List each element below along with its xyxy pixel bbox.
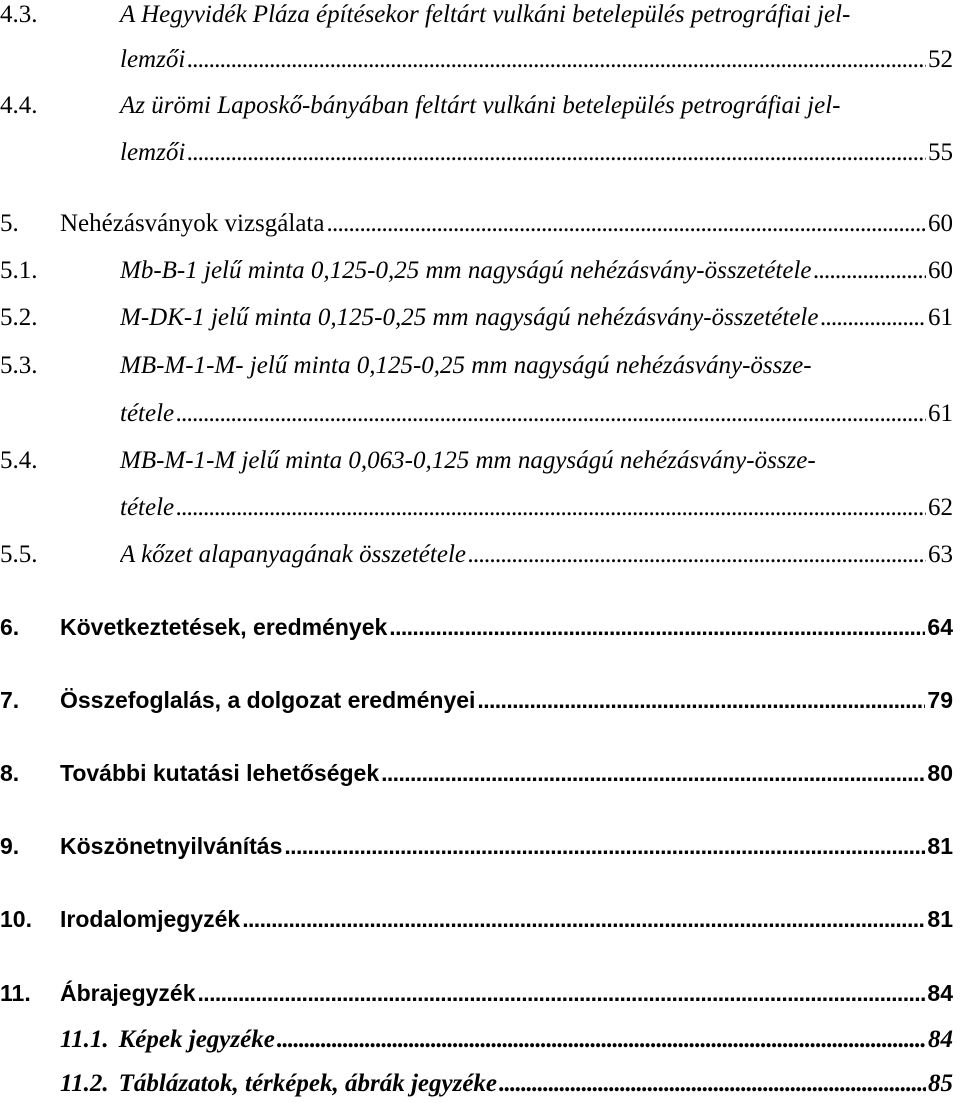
toc-leader-line	[120, 303, 953, 333]
toc-leader-line	[60, 209, 953, 239]
toc-title-line-1: Az ürömi Laposkő-bányában feltárt vulkáni betelepülés petrográfiai jel-	[120, 92, 841, 119]
toc-leader-line	[60, 758, 953, 788]
toc-number: 5.2.	[0, 304, 38, 331]
toc-leader-line	[60, 1069, 953, 1099]
toc-leader-line	[60, 978, 953, 1008]
toc-page-number: 62	[928, 494, 953, 521]
toc-title-line-1: A Hegyvidék Pláza építésekor feltárt vulkáni betelepülés petrográfiai jel-	[120, 1, 851, 28]
toc-title: Irodalomjegyzék	[60, 906, 241, 932]
leader-dots	[326, 209, 926, 239]
leader-dots	[381, 758, 925, 788]
toc-title: Ábrajegyzék	[60, 980, 196, 1006]
leader-dots	[242, 904, 925, 934]
toc-title: További kutatási lehetőségek	[60, 760, 380, 786]
toc-page-number: 63	[928, 541, 953, 568]
toc-leader-line	[120, 256, 953, 286]
toc-page-number: 55	[928, 139, 953, 166]
leader-dots	[499, 1069, 926, 1099]
toc-entry-4-3[interactable]	[0, 0, 953, 80]
leader-dots	[187, 138, 926, 168]
toc-title-line-2: lemzői	[120, 139, 186, 166]
toc-page-number: 84	[927, 980, 953, 1006]
leader-dots	[187, 45, 926, 75]
toc-number: 4.4.	[0, 92, 38, 119]
toc-leader-line	[60, 612, 953, 642]
toc-title-line-2: tétele	[120, 494, 175, 521]
leader-dots	[176, 493, 926, 523]
leader-dots	[284, 831, 925, 861]
leader-dots	[389, 612, 925, 642]
toc-leader-line	[120, 493, 953, 523]
leader-dots	[820, 303, 926, 333]
leader-dots	[277, 1025, 926, 1055]
toc-number: 5.3.	[0, 352, 38, 379]
toc-page-number: 84	[928, 1026, 953, 1053]
toc-title: Köszönetnyilvánítás	[60, 833, 283, 859]
leader-dots	[814, 256, 926, 286]
toc-leader-line	[60, 1025, 953, 1055]
toc-title: M-DK-1 jelű minta 0,125-0,25 mm nagyságú nehézásvány-összetétele	[120, 304, 819, 331]
toc-title-line-1: MB-M-1-M- jelű minta 0,125-0,25 mm nagyságú nehézásvány-össze-	[120, 352, 812, 379]
leader-dots	[198, 978, 926, 1008]
toc-page-number: 60	[928, 210, 953, 237]
leader-dots	[176, 399, 926, 429]
toc-title: Következtetések, eredmények	[60, 614, 388, 640]
toc-number: 4.3.	[0, 1, 38, 28]
toc-page-number: 79	[927, 687, 953, 713]
leader-dots	[468, 540, 926, 570]
toc-leader-line	[120, 45, 953, 75]
toc-entry-5-3[interactable]	[0, 351, 953, 431]
toc-leader-line	[120, 540, 953, 570]
toc-number: 11.1.	[60, 1026, 109, 1053]
toc-number: 9.	[0, 833, 20, 859]
toc-entry-5-4[interactable]	[0, 446, 953, 526]
toc-number: 5.5.	[0, 541, 38, 568]
toc-title-line-2: lemzői	[120, 46, 186, 73]
toc-title-line-1: MB-M-1-M jelű minta 0,063-0,125 mm nagyságú nehézásvány-össze-	[120, 447, 816, 474]
toc-entry-4-4[interactable]	[0, 91, 953, 171]
toc-leader-line	[60, 685, 953, 715]
toc-number: 10.	[0, 906, 32, 932]
toc-number: 7.	[0, 687, 20, 713]
toc-number: 5.1.	[0, 257, 38, 284]
toc-page-number: 61	[928, 400, 953, 427]
toc-title: Táblázatok, térképek, ábrák jegyzéke	[118, 1070, 498, 1097]
toc-page-number: 60	[928, 257, 953, 284]
leader-dots	[477, 685, 925, 715]
toc-number: 8.	[0, 760, 20, 786]
toc-leader-line	[60, 831, 953, 861]
toc-number: 5.4.	[0, 447, 38, 474]
toc-title: A kőzet alapanyagának összetétele	[120, 541, 466, 568]
toc-title: Összefoglalás, a dolgozat eredményei	[60, 687, 476, 713]
toc-page-number: 61	[928, 304, 953, 331]
toc-page-number: 81	[927, 833, 953, 859]
toc-number: 11.2.	[60, 1070, 109, 1097]
toc-number: 5.	[0, 210, 19, 237]
toc-title: Mb-B-1 jelű minta 0,125-0,25 mm nagyságú nehézásvány-összetétele	[120, 257, 812, 284]
toc-title: Nehézásványok vizsgálata	[60, 210, 325, 237]
toc-title: Képek jegyzéke	[118, 1026, 275, 1053]
toc-leader-line	[120, 138, 953, 168]
toc-page-number: 81	[927, 906, 953, 932]
toc-page-number: 52	[928, 46, 953, 73]
toc-page-number: 80	[927, 760, 953, 786]
toc-leader-line	[60, 904, 953, 934]
toc-title-line-2: tétele	[120, 400, 175, 427]
toc-number: 11.	[0, 980, 31, 1006]
toc-number: 6.	[0, 614, 20, 640]
toc-leader-line	[120, 399, 953, 429]
toc-page-number: 85	[928, 1070, 953, 1097]
toc-page-number: 64	[927, 614, 953, 640]
